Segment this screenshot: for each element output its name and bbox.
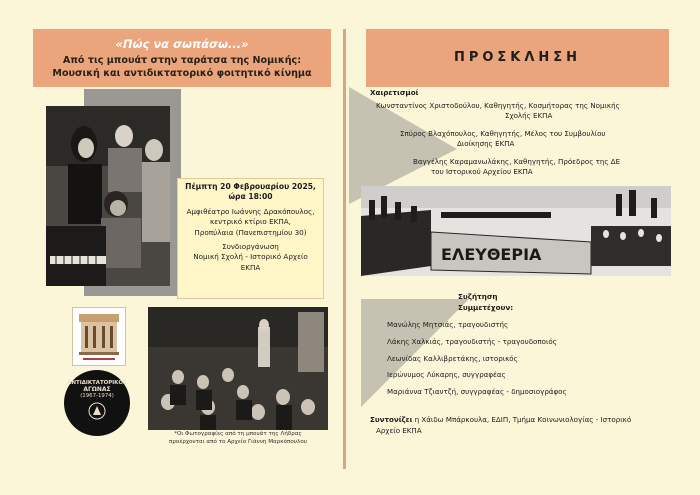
law-school-logo [72, 307, 126, 366]
eleftheria-banner-text: ΕΛΕΥΘΕΡΙΑ [441, 245, 542, 264]
greeting-1b: Σχολής ΕΚΠΑ [505, 111, 553, 120]
event-info-box [177, 178, 324, 299]
venue-line-3: Προπύλαια (Πανεπιστημίου 30) [194, 227, 307, 237]
coordinator-name: η Χάιδω Μπάρκουλα, ΕΔΙΠ, Τμήμα Κοινωνιολογίας - Ιστορικό [412, 415, 632, 424]
logo2-line1: ΑΝΤΙΔΙΚΤΑΤΟΡΙΚΟΣ [67, 380, 127, 386]
participant-2: Λάκης Χαλκιάς, τραγουδιστής - τραγουδοποιός [387, 337, 557, 346]
event-subtitle-2: Μουσική και αντιδικτατορικό φοιτητικό κίνημα [52, 68, 312, 79]
greeting-2b: Διοίκησης ΕΚΠΑ [457, 139, 515, 148]
participant-1: Μανώλης Μητσιάς, τραγουδιστής [387, 320, 509, 329]
participant-5: Μαριάννα Τζιαντζή, συγγραφέας - δημοσιογράφος [387, 387, 567, 396]
logo2-line3: (1967-1974) [80, 393, 114, 399]
protest-photo [361, 186, 671, 276]
venue-line-2: κεντρικό κτίριο ΕΚΠΑ, [210, 217, 291, 227]
photo-caption [148, 431, 328, 446]
participants-label: Συμμετέχουν: [458, 303, 514, 312]
coordinator-line-2: Αρχείο ΕΚΠΑ [376, 426, 422, 435]
organizers-line-1: Νομική Σχολή - Ιστορικό Αρχείο [193, 252, 308, 262]
caption-line-2: προέρχονται από το Αρχείο Γιάννη Μαρκόπουλου [168, 438, 308, 445]
greeting-3b: του Ιστορικού Αρχείου ΕΚΠΑ [431, 167, 533, 176]
event-date: Πέμπτη 20 Φεβρουαρίου 2025, [185, 182, 316, 191]
boite-concert-photo [148, 307, 328, 430]
participant-4: Ιερώνυμος Λύκαρης, συγγραφέας [387, 370, 506, 379]
organizers-label: Συνδιοργάνωση [222, 242, 279, 252]
greeting-3a: Βαγγέλης Καραμανωλάκης, Καθηγητής, Πρόεδρος της ΔΕ [413, 157, 621, 166]
logo2-line2: ΑΓΩΝΑΣ [83, 386, 111, 393]
emblem-icon [87, 401, 107, 421]
invitation-title: ΠΡΟΣΚΛΗΣΗ [366, 29, 669, 87]
event-title: «Πώς να σωπάσω...» [115, 37, 249, 51]
greetings-label: Χαιρετισμοί [370, 88, 419, 97]
piano-photo [46, 106, 170, 286]
greeting-1a: Κωνσταντίνος Χριστοδούλου, Καθηγητής, Κοσμήτορας της Νομικής [376, 101, 620, 110]
organizers-line-2: ΕΚΠΑ [240, 262, 261, 272]
event-time: ώρα 18:00 [228, 192, 273, 202]
venue-line-1: Αμφιθέατρο Ιωάννης Δρακόπουλος, [186, 206, 315, 216]
left-title-banner [33, 29, 331, 87]
antidictatorship-logo [64, 370, 130, 436]
coordinator-label: Συντονίζει [370, 415, 413, 424]
caption-line-1: *Οι Φωτογραφίες από τη μπουάτ της Λήδρας [174, 431, 302, 437]
greeting-2a: Σπύρος Βλαχόπουλος, Καθηγητής, Μέλος του Συμβουλίου [400, 129, 606, 138]
coordinator-line-1 [370, 415, 670, 425]
vertical-divider [343, 29, 346, 469]
discussion-label: Συζήτηση [458, 292, 498, 301]
participant-3: Λεωνίδας Καλλιβρετάκης, ιστορικός [387, 354, 518, 363]
event-subtitle-1: Από τις μπουάτ στην ταράτσα της Νομικής: [62, 55, 302, 66]
